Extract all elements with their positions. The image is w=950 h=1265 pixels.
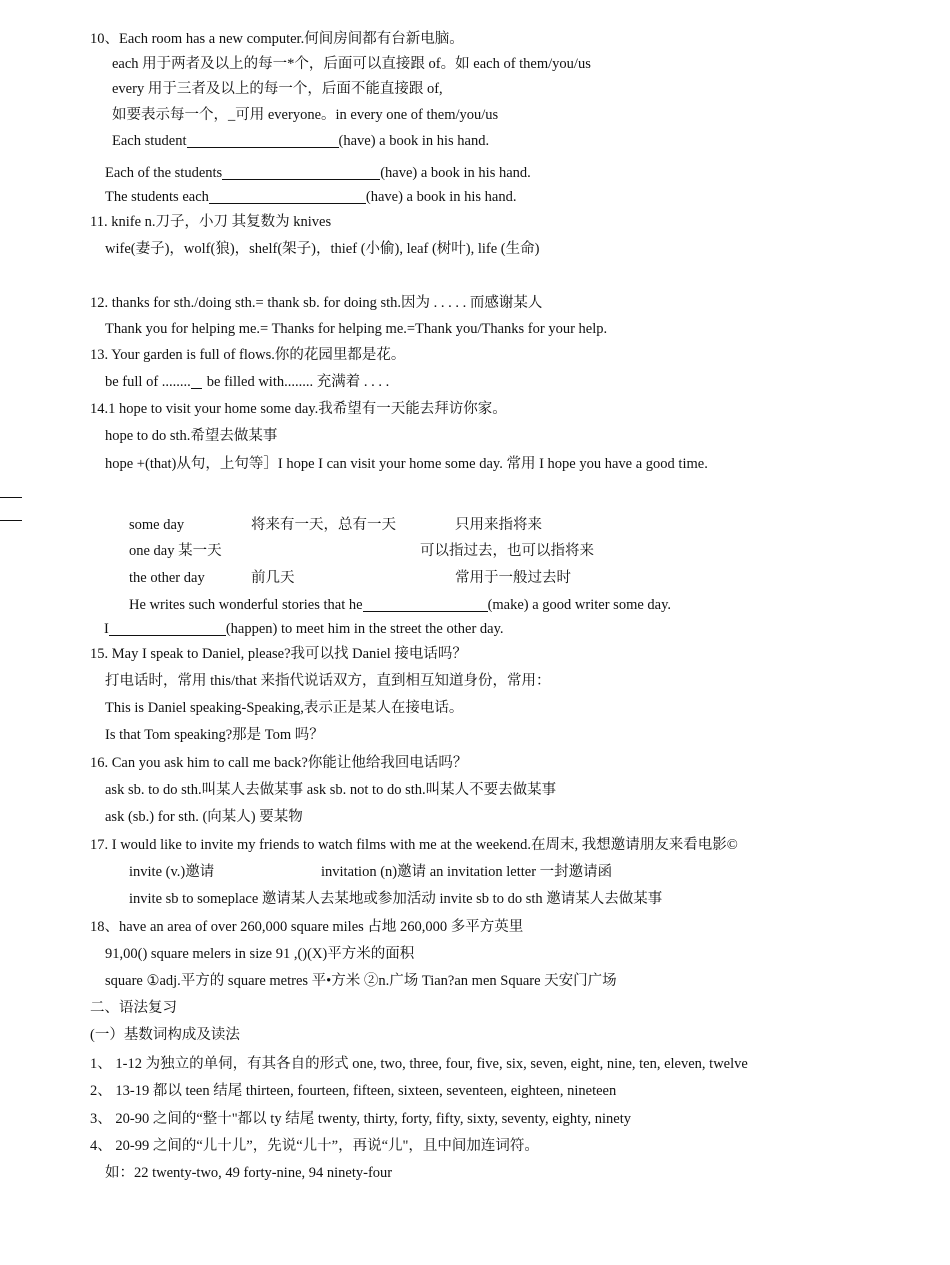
item-18-note-2: square ①adj.平方的 square metres 平•方米 ②n.广场 Tian?an men Square 天安门广场	[105, 973, 617, 989]
item-17-note-invitation: invitation (n)邀请 an invitation letter 一封邀请函	[321, 864, 613, 880]
table-row-other-day-term: the other day	[129, 570, 205, 586]
margin-tick	[0, 497, 22, 498]
exercise-text: He writes such wonderful stories that he	[129, 597, 363, 613]
rule-1: 1、 1-12 为独立的单伺，有其各自的形式 one, two, three, four, five, six, seven, eight, nine, ten, eleven, twelve	[90, 1056, 748, 1072]
table-row-some-day-usage: 只用来指将来	[455, 517, 542, 533]
exercise-text: (have) a book in his hand.	[338, 133, 490, 149]
item-10-heading: 10、Each room has a new computer.何间房间都有台新电脑。	[90, 31, 464, 47]
rule-3: 3、 20-90 之间的“整十"都以 ty 结尾 twenty, thirty, forty, fifty, sixty, seventy, eighty, ninety	[90, 1111, 632, 1127]
item-16-note-1: ask sb. to do sth.叫某人去做某事 ask sb. not to do sth.叫某人不要去做某事	[105, 782, 557, 798]
item-10-note-each: each 用于两者及以上的每一*个，后面可以直接跟 of。如 each of them/you/us	[112, 56, 591, 72]
item-15-note-2: This is Daniel speaking-Speaking,表示正是某人在接电话。	[105, 700, 464, 716]
answer-blank	[191, 373, 202, 389]
exercise-text: I	[104, 621, 109, 637]
exercise-text: (have) a book in his hand.	[365, 189, 517, 205]
note-text: be full of ........	[105, 374, 191, 390]
section-grammar-title: 二、语法复习	[90, 1000, 177, 1016]
item-10-exercise-3	[105, 188, 517, 206]
rule-4-example: 如：22 twenty-two, 49 forty-nine, 94 ninety-four	[105, 1165, 393, 1181]
item-16-heading: 16. Can you ask him to call me back?你能让他给我回电话吗？	[90, 755, 468, 771]
table-row-some-day-term: some day	[129, 517, 185, 533]
answer-blank	[209, 188, 366, 204]
item-13-note	[105, 373, 389, 391]
exercise-text: Each student	[112, 133, 187, 149]
item-14-note-1: hope to do sth.希望去做某事	[105, 428, 278, 444]
item-18-note-1: 91,00() square melers in size 91 ,()(X)平方米的面积	[105, 946, 415, 962]
answer-blank	[222, 164, 380, 180]
item-14-heading: 14.1 hope to visit your home some day.我希望有一天能去拜访你家。	[90, 401, 507, 417]
rule-2: 2、 13-19 都以 teen 结尾 thirteen, fourteen, fifteen, sixteen, seventeen, eighteen, nineteen	[90, 1083, 617, 1099]
exercise-text: (have) a book in his hand.	[380, 165, 531, 181]
item-17-note-invite: invite (v.)邀请	[129, 864, 215, 880]
item-14-exercise-2	[104, 620, 504, 638]
item-12-heading: 12. thanks for sth./doing sth.= thank sb. for doing sth.因为 . . . . . 而感谢某人	[90, 295, 543, 311]
item-10-exercise-2	[105, 164, 531, 182]
subsection-cardinal-title: (一）基数词构成及读法	[90, 1027, 240, 1043]
item-10-exercise-1	[112, 132, 489, 150]
item-14-exercise-1	[129, 596, 671, 614]
rule-4: 4、 20-99 之间的“儿十儿”，先说“儿十”，再说“儿"，且中间加连词符。	[90, 1138, 539, 1154]
exercise-text: The students each	[105, 189, 209, 205]
table-row-other-day-usage: 常用于一般过去时	[455, 570, 571, 586]
item-12-examples: Thank you for helping me.= Thanks for helping me.=Thank you/Thanks for your help.	[105, 321, 608, 337]
exercise-text: (happen) to meet him in the street the other day.	[225, 621, 504, 637]
note-text: be filled with........ 充满着 . . . .	[206, 374, 390, 390]
item-11-examples: wife(妻子)，wolf(狼)，shelf(架子)，thief (小偷), leaf (树叶), life (生命)	[105, 241, 540, 257]
item-15-note-3: Is that Tom speaking?那是 Tom 吗？	[105, 727, 324, 743]
table-row-one-day-usage: 可以指过去，也可以指将来	[420, 543, 594, 559]
exercise-text: Each of the students	[105, 165, 223, 181]
table-row-one-day-term: one day 某一天	[129, 543, 222, 559]
item-11-heading: 11. knife n.刀子，小刀 其复数为 knives	[90, 214, 332, 230]
margin-tick	[0, 520, 22, 521]
item-16-note-2: ask (sb.) for sth. (向某人) 要某物	[105, 809, 303, 825]
exercise-text: (make) a good writer some day.	[487, 597, 672, 613]
answer-blank	[109, 620, 226, 636]
item-13-heading: 13. Your garden is full of flows.你的花园里都是花。	[90, 347, 406, 363]
item-15-note-1: 打电话时，常用 this/that 来指代说话双方，直到相互知道身份，常用：	[105, 673, 551, 689]
answer-blank	[363, 596, 488, 612]
table-row-other-day-meaning: 前几天	[251, 570, 295, 586]
table-row-some-day-meaning: 将来有一天，总有一天	[251, 517, 396, 533]
item-17-heading: 17. I would like to invite my friends to watch films with me at the weekend.在周末, 我想邀请朋友来看电影©	[90, 837, 738, 853]
item-18-heading: 18、have an area of over 260,000 square miles 占地 260,000 多平方英里	[90, 919, 524, 935]
answer-blank	[187, 132, 339, 148]
item-17-note-usage: invite sb to someplace 邀请某人去某地或参加活动 invite sb to do sth 邀请某人去做某事	[129, 891, 663, 907]
item-10-note-everyone: 如要表示每一个，_可用 everyone。in every one of them/you/us	[112, 107, 499, 123]
item-10-note-every: every 用于三者及以上的每一个，后面不能直接跟 of,	[112, 81, 443, 97]
item-15-heading: 15. May I speak to Daniel, please?我可以找 Daniel 接电话吗？	[90, 646, 467, 662]
item-14-note-2: hope +(that)从句，上句等］I hope I can visit your home some day. 常用 I hope you have a good time.	[105, 456, 708, 472]
